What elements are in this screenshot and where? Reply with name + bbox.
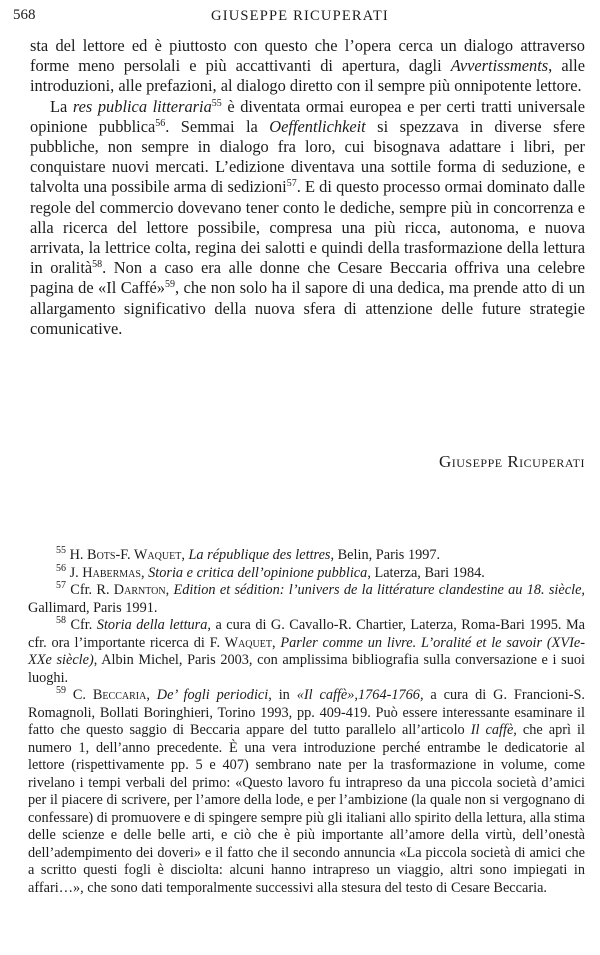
footnote-title: Il caffè,	[470, 722, 517, 738]
footnote	[28, 562, 585, 583]
footnote-number: 58	[56, 615, 66, 626]
text-run: , che non solo ha il sapore di una dedica, ma prende atto di un allargamento significativo della nuova sfera di attenzione delle future strategie comunicative.	[30, 278, 585, 338]
text-run: , in	[268, 687, 297, 703]
footnote-ref: 57	[286, 178, 297, 190]
footnote	[28, 582, 585, 617]
text-run: Cfr.	[70, 582, 97, 598]
text-run: , Belin, Paris 1997.	[330, 547, 441, 563]
footnote-ref: 55	[211, 97, 222, 109]
italic-term: Avvertissments	[450, 56, 549, 76]
running-head: GIUSEPPE RICUPERATI	[211, 8, 389, 24]
text-run: , Albin Michel, Paris 2003, con amplissima bibliografia sulla conversazione e i suoi luoghi.	[28, 652, 585, 686]
text-run: ,	[165, 582, 174, 598]
footnote-ref: 56	[155, 117, 166, 129]
footnote-title: Storia e critica dell’opinione pubblica	[148, 564, 368, 581]
text-run: è diventata ormai europea e per certi tratti universale opinione pubblica	[30, 96, 585, 136]
italic-term: Oeffentlichkeit	[269, 116, 366, 136]
footnote-ref: 59	[165, 279, 176, 291]
text-run: ,	[146, 687, 157, 703]
text-run: si spezzava in diverse sfere pubbliche, non sempre in dialogo fra loro, cui bisognava adattare i libri, per conquistare nuovi mercati. L’edizione diventava una sottile forma di seduzione, e talvolta una possibile arma di sedizioni	[30, 116, 585, 197]
text-run: ,	[140, 564, 149, 581]
paragraph	[30, 97, 585, 339]
text-run: , Laterza, Bari 1984.	[367, 564, 485, 581]
text-run: Gallimard, Paris 1991.	[28, 599, 158, 616]
footnote-author: R. Darnton	[96, 582, 166, 598]
text-run: , a cura di G. Francioni-S. Romagnoli, Bollati Boringhieri, Torino 1993, pp. 409-419. Può essere interessante esaminare il fatto che questo saggio di Beccaria appare del tutto parallelo all’articolo	[28, 687, 586, 738]
paragraph	[30, 36, 585, 97]
footnote	[28, 617, 585, 687]
footnote-title: Edition et sédition: l’univers de la littérature clandestine au 18. siècle,	[173, 582, 585, 598]
footnote	[28, 547, 585, 565]
text-run: . E di questo processo ormai dominato dalle regole del commercio dovevano tener conto le dediche, sempre più in concorrenza e alla ricerca del lettore possibile, compresa una più ricca, autonoma, e nuova arrivata, la lettrice colta, regina dei salotti e quindi della trasformazione della lettura in oralità	[30, 177, 585, 278]
page-header	[13, 7, 587, 31]
text-run: . Non a caso era alle donne che Cesare Beccaria offriva una celebre pagina de «Il Caffé»	[30, 258, 585, 298]
footnote-title: Storia della lettura,	[96, 617, 211, 633]
page-number: 568	[13, 7, 36, 23]
text-run: ,	[271, 634, 281, 651]
body-text	[30, 36, 585, 339]
footnote-ref: 58	[92, 259, 103, 271]
text-run: sta del lettore ed è piuttosto con questo che l’opera cerca un dialogo attraverso forme meno persolali e più accattivanti di apertura, dagli	[30, 36, 585, 76]
footnote-title: La république des lettres	[188, 547, 331, 563]
text-run: che aprì il numero 1, dell’anno precedente. È una vera introduzione perché entrambe le dedicatorie al lettore (rispettivamente pp. 5 e 407) sembrano nate per la trasformazione in volume, come rivelano i tempi verbali del primo: «Questo lavoro fu intrapreso da una piccola società d’amici per il piacere di scrivere, per l’amore della lode, e per l’ambizione (la quale non si vergognano di confessare) di promuovere e di spingere sempre più gli italiani allo spirito della lettura, alla stima delle scienze e delle belle arti, e ciò che è più importante all’amore della virtù, dell’onestà dell’adempimento dei doveri» e il fatto che il secondo annuncia «La piccola società di amici che a scritto questi fogli è disciolta: alcuni hanno intrapreso un viaggio, altri sono impiegati in affari…», che sono dati temporalmente successivi alla stesura del testo di Cesare Beccaria.	[28, 722, 585, 896]
text-run: , alle introduzioni, alle prefazioni, al dialogo diretto con il sempre più onnipotente lettore.	[30, 56, 585, 96]
footnote-title: «Il caffè»,1764-1766	[296, 687, 420, 703]
text-run: La	[50, 96, 73, 116]
footnote-title: De’ fogli periodici	[156, 687, 269, 703]
text-run: Cfr.	[70, 617, 97, 633]
footnote-author: J. Habermas	[69, 564, 141, 581]
text-run: . Semmai la	[165, 116, 270, 136]
footnote-title: Parler comme un livre. L’oralité et le savoir (XVIe- XXe siècle)	[28, 634, 585, 668]
italic-term: res publica litteraria	[72, 96, 212, 116]
footnote	[28, 687, 585, 897]
footnotes	[28, 547, 585, 897]
text-run: ,	[181, 547, 189, 563]
footnote-number: 59	[56, 685, 66, 696]
footnote-author: H. Bots-F. Waquet	[69, 547, 182, 563]
author-signature: Giuseppe Ricuperati	[438, 452, 585, 471]
footnote-author: F. Waquet	[209, 634, 272, 651]
footnote-number: 56	[56, 562, 66, 574]
footnote-author: C. Beccaria	[72, 687, 147, 703]
footnote-number: 55	[56, 545, 66, 556]
footnote-number: 57	[56, 580, 66, 591]
text-run: a cura di G. Cavallo-R. Chartier, Laterza, Roma-Bari 1995. Ma cfr. ora l’importante ricerca di	[28, 617, 586, 651]
